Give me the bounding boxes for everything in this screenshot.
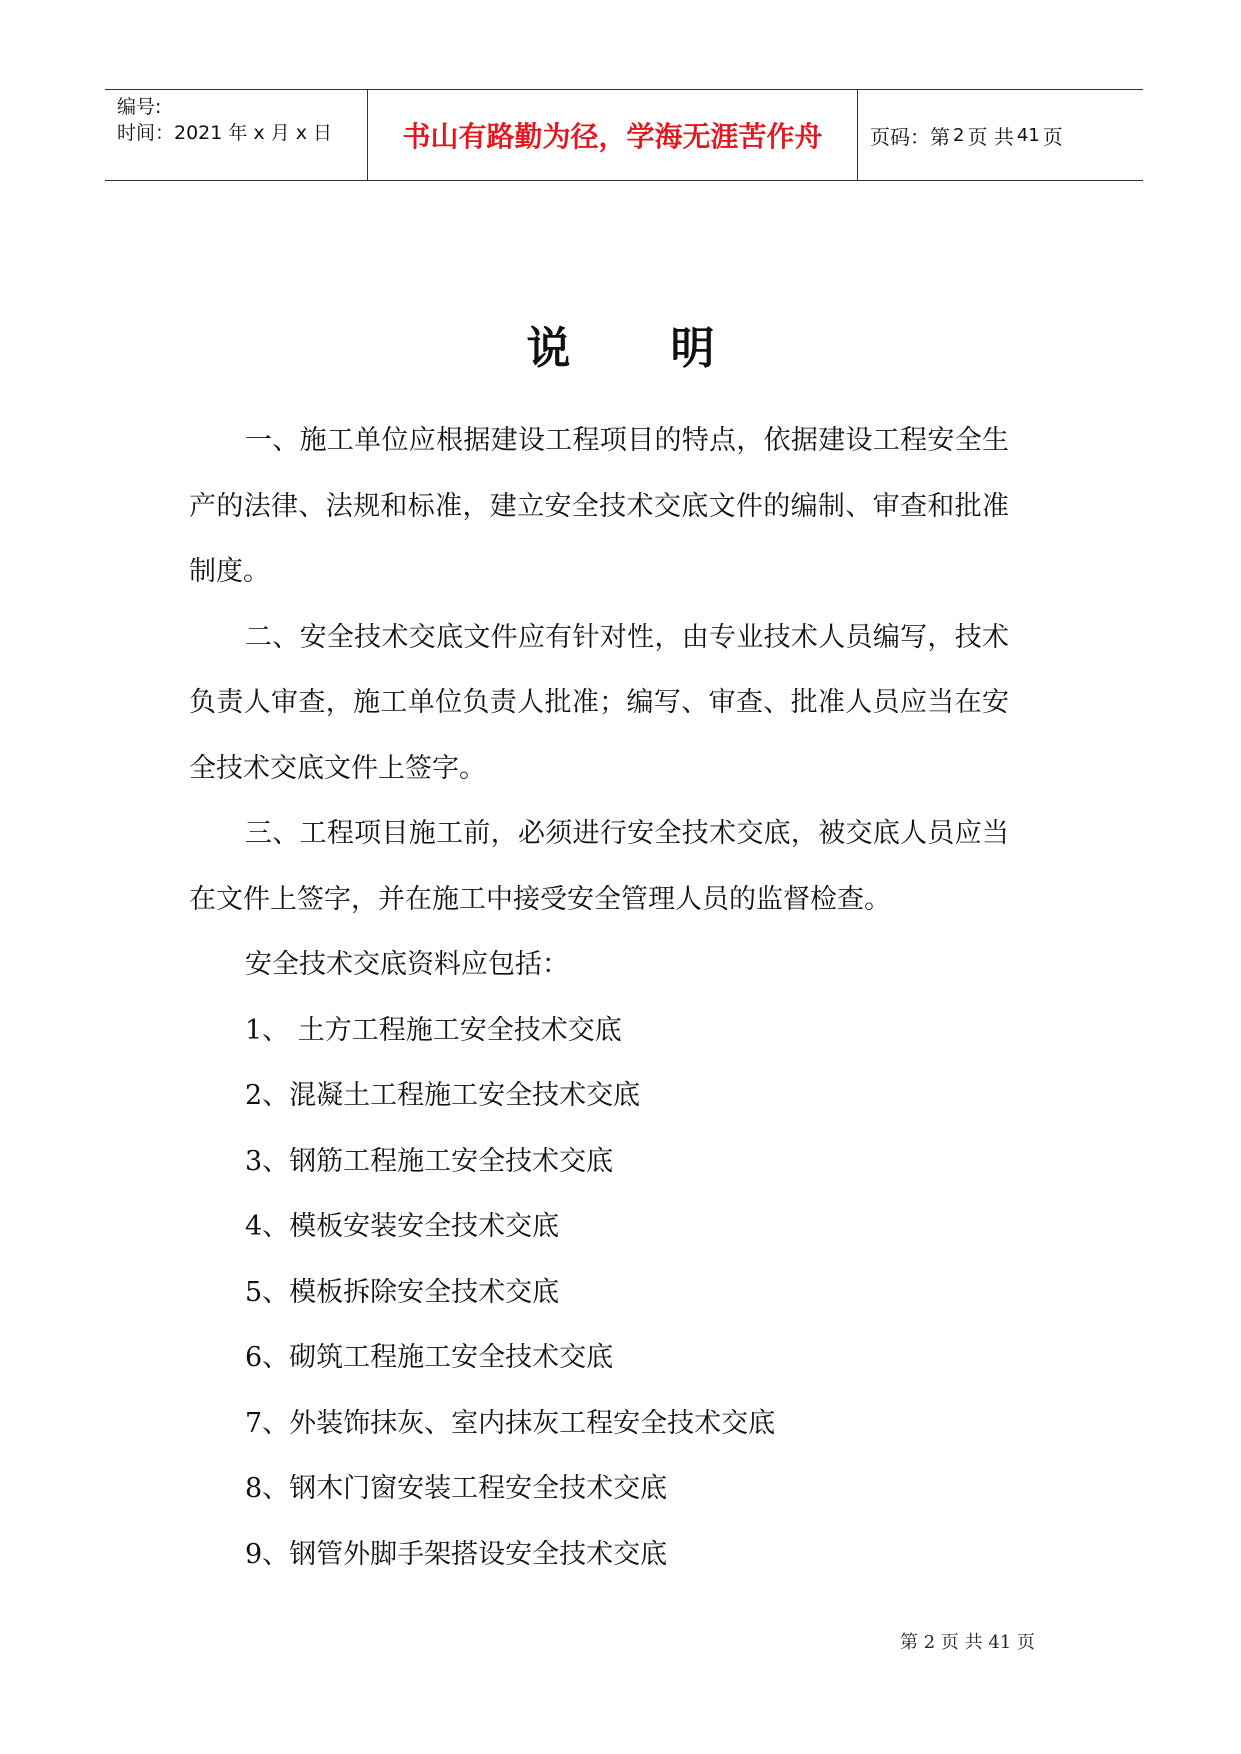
header-meta bbox=[105, 90, 368, 180]
page-num: 2 bbox=[953, 124, 965, 146]
list-item: 9、钢管外脚手架搭设安全技术交底 bbox=[245, 1538, 668, 1570]
page-title bbox=[0, 312, 1241, 376]
list-item: 4、模板安装安全技术交底 bbox=[245, 1211, 560, 1242]
list-item: 8、钢木门窗安装工程安全技术交底 bbox=[245, 1473, 668, 1504]
list-item: 6、砌筑工程施工安全技术交底 bbox=[245, 1342, 614, 1373]
page-header bbox=[105, 89, 1143, 181]
list-item: 1、 土方工程施工安全技术交底 bbox=[245, 1014, 622, 1046]
time-label: 时间：2021 年 x 月 x 日 bbox=[117, 122, 333, 144]
paragraph: 一、施工单位应根据建设工程项目的特点，依据建设工程安全生产的法律、法规和标准，建立安全技术交底文件的编制、审查和批准制度。 bbox=[189, 425, 1009, 587]
header-page-number bbox=[858, 90, 1143, 180]
list-item: 3、钢筋工程施工安全技术交底 bbox=[245, 1145, 614, 1177]
header-motto: 书山有路勤为径，学海无涯苦作舟 bbox=[368, 90, 858, 180]
page-footer: 第 2 页 共 41 页 bbox=[900, 1632, 1035, 1653]
page-suffix: 页 bbox=[1042, 124, 1063, 149]
list-item: 7、外装饰抹灰、室内抹灰工程安全技术交底 bbox=[245, 1407, 776, 1439]
page-total: 41 bbox=[1016, 124, 1040, 146]
paragraph: 三、工程项目施工前，必须进行安全技术交底，被交底人员应当在文件上签字，并在施工中接受安全管理人员的监督检查。 bbox=[189, 818, 1009, 915]
serial-label: 编号: bbox=[117, 96, 162, 118]
paragraph: 安全技术交底资料应包括： bbox=[245, 949, 569, 980]
title-char-2: 明 bbox=[670, 323, 715, 374]
paragraph: 二、安全技术交底文件应有针对性，由专业技术人员编写，技术负责人审查，施工单位负责人批准；编写、审查、批准人员应当在安全技术交底文件上签字。 bbox=[189, 621, 1009, 784]
page-prefix: 页码：第 bbox=[870, 124, 950, 149]
list-item: 5、模板拆除安全技术交底 bbox=[245, 1276, 560, 1308]
title-char-1: 说 bbox=[526, 323, 571, 374]
document-body bbox=[189, 408, 1009, 1587]
list-item: 2、混凝土工程施工安全技术交底 bbox=[245, 1080, 641, 1111]
page-mid: 页 共 bbox=[967, 124, 1014, 149]
